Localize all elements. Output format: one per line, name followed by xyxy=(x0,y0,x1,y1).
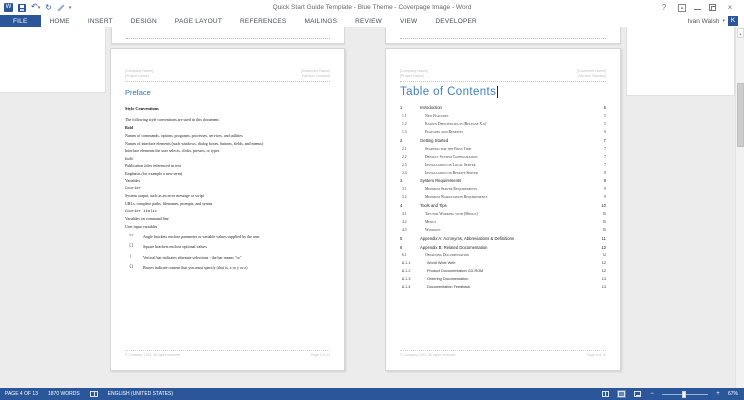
toc-entry-page: 13 xyxy=(601,285,606,289)
document-name-placeholder: [Document Name] xyxy=(301,69,330,73)
toc-entry[interactable] xyxy=(400,105,606,110)
bracket-convention-row xyxy=(125,255,330,260)
title-bar xyxy=(0,0,744,15)
bracket-symbol: [] xyxy=(129,244,134,249)
toc-entry-page: 5 xyxy=(604,122,606,127)
toc-entry-page: 12 xyxy=(601,269,606,274)
toc-entry-label: Minimum Server Requirements xyxy=(425,187,478,192)
toc-entry-page: 10 xyxy=(602,211,606,216)
toc-entry[interactable] xyxy=(400,277,606,281)
toc-entry-page: 5 xyxy=(603,105,606,111)
company-name-placeholder: [Company Name] xyxy=(400,69,428,73)
preface-line: Variables xyxy=(125,178,140,184)
toc-entry-label: Appendix A: Acronyms, Abbreviations & Definitions xyxy=(420,235,515,241)
toc-entry-label: Tips for Working with [Menus] xyxy=(425,211,478,216)
toc-entry[interactable] xyxy=(400,178,606,183)
toc-entry[interactable] xyxy=(400,269,606,273)
footer-page-number: Page 3 of 13 xyxy=(310,353,330,357)
window-title: Quick Start Guide Template - Blue Theme - Coverpage Image - Word xyxy=(272,4,472,11)
toc-entry[interactable] xyxy=(400,245,606,250)
toc-entry-page: 9 xyxy=(603,178,606,184)
page-table-of-contents[interactable] xyxy=(385,48,621,371)
toc-entry-label: Documentation Feedback xyxy=(427,285,471,289)
toc-entry-page: 7 xyxy=(604,154,606,159)
footer-margin-dashes xyxy=(126,38,330,39)
user-name[interactable]: Ivan Walsh xyxy=(687,17,720,25)
preface-line: Emphasis (for example a new term) xyxy=(125,170,183,176)
scrollbar-thumb[interactable] xyxy=(737,83,744,147)
redo-icon[interactable]: ↻ xyxy=(45,2,52,12)
toc-entry-number: 3.1 xyxy=(402,187,407,192)
bracket-conventions-list xyxy=(125,234,330,270)
toc-entry-page: 7 xyxy=(603,137,606,143)
toc-entry-number: 2.1 xyxy=(402,146,407,151)
toc-entry-label: Known Deficiencies in [Release X.x] xyxy=(425,122,487,127)
toc-entry-label: New Features xyxy=(425,114,449,119)
toc-entry[interactable] xyxy=(400,122,606,126)
previous-page-bottom-left[interactable] xyxy=(111,27,345,44)
ribbon-tab[interactable]: DEVELOPER xyxy=(435,17,477,25)
undo-icon[interactable] xyxy=(31,2,40,13)
toc-entry-label: World Wide Web xyxy=(427,261,456,266)
toc-entry-page: 9 xyxy=(604,187,606,192)
bracket-symbol: {} xyxy=(129,265,134,270)
version-number-placeholder: [Version Number] xyxy=(578,74,606,79)
footer-copyright: © Company 2014. All rights reserved. xyxy=(400,353,457,357)
draw-icon[interactable] xyxy=(57,4,64,11)
page-footer xyxy=(125,350,330,357)
ribbon-tab[interactable]: PAGE LAYOUT xyxy=(174,17,223,25)
bracket-symbol: | xyxy=(129,254,132,259)
zoom-slider[interactable] xyxy=(662,390,708,398)
undo-glyph: ↶ xyxy=(31,2,38,11)
toc-entry[interactable] xyxy=(400,155,606,159)
toc-entry-label: Getting Started xyxy=(420,137,449,143)
toc-entry[interactable] xyxy=(400,236,606,241)
toc-entry[interactable] xyxy=(400,130,606,134)
preface-heading: Preface xyxy=(125,88,151,98)
page-indicator[interactable]: PAGE 4 OF 13 xyxy=(5,391,38,397)
toc-entry-label: Features and Benefits xyxy=(425,130,464,135)
toc-entry-label: Product Documentation CD-ROM xyxy=(427,269,484,274)
toc-entry-page: 7 xyxy=(604,146,606,151)
user-menu-chevron-icon[interactable]: ▾ xyxy=(722,18,725,24)
preface-line: Names of commands, options, programs, processes, services, and utilities xyxy=(125,132,243,138)
ribbon-tab[interactable]: FILE xyxy=(0,15,41,27)
toc-entry-page: 5 xyxy=(604,114,606,119)
toc-entry-number: 4.2 xyxy=(402,219,407,224)
bracket-symbol: <> xyxy=(129,234,134,239)
page-footer xyxy=(400,350,606,357)
toc-entry-page: 12 xyxy=(602,253,606,258)
save-icon[interactable] xyxy=(18,4,26,12)
toc-entry-number: 6.1 xyxy=(402,253,407,258)
toc-entry-label: Minimum Workstation Requirements xyxy=(425,195,488,200)
preface-line: Variables on command line xyxy=(125,215,169,221)
ribbon-tab[interactable]: DESIGN xyxy=(130,17,157,25)
ribbon-tab[interactable]: INSERT xyxy=(87,17,113,25)
preface-line: Courier xyxy=(125,187,141,192)
preface-intro-text: The following style conventions are used in this document: xyxy=(125,117,220,123)
preface-line: Interface elements the user selects, clicks, presses, or types xyxy=(125,148,220,154)
toc-entry[interactable] xyxy=(400,285,606,289)
toc-entry-number: 4.1 xyxy=(402,211,407,216)
preface-line: Bold xyxy=(125,125,134,131)
bracket-convention-row xyxy=(125,234,330,239)
preface-line: Publication titles referenced in text xyxy=(125,163,181,169)
toc-entry[interactable] xyxy=(400,261,606,265)
toc-entry[interactable] xyxy=(400,220,606,224)
zoom-in-button[interactable]: + xyxy=(716,391,720,397)
toc-entry-page: 7 xyxy=(604,162,606,167)
toc-entry-label: Installation on Local Server xyxy=(425,162,476,167)
word-app-icon[interactable]: W xyxy=(5,4,12,10)
toc-entry[interactable] xyxy=(400,228,606,232)
toc-entry-page: 6 xyxy=(604,130,606,135)
project-name-placeholder: [Project Name] xyxy=(125,74,149,79)
bracket-description: Square brackets enclose optional values xyxy=(143,244,207,250)
document-name-placeholder: [Document Name] xyxy=(577,69,606,73)
toc-entry[interactable] xyxy=(400,203,606,208)
toc-entry-label: Obtaining Documentation xyxy=(425,253,470,258)
toc-entry-label: Default System Configuration xyxy=(425,154,478,159)
toc-entry-label: Starting for the First Time xyxy=(425,146,472,151)
minimize-icon[interactable] xyxy=(694,4,701,11)
toc-entry-page: 9 xyxy=(604,195,606,200)
toc-entry-number: 3.2 xyxy=(402,195,407,200)
toc-entry-label: System Requirements xyxy=(420,178,462,184)
toc-entry-page: 12 xyxy=(601,261,606,266)
quick-access-toolbar xyxy=(0,2,71,13)
toc-entry-number: 1 xyxy=(400,105,403,111)
adjacent-page-fragment-right[interactable] xyxy=(626,27,735,96)
status-bar xyxy=(0,388,744,400)
document-canvas xyxy=(0,27,744,388)
toc-entry[interactable] xyxy=(400,163,606,167)
toc-entry-page: 10 xyxy=(602,219,606,224)
toc-entry[interactable] xyxy=(400,138,606,143)
toc-entry[interactable] xyxy=(400,187,606,191)
toc-entry-number: 1.3 xyxy=(402,130,407,135)
page-header xyxy=(125,69,330,82)
undo-dropdown-icon[interactable]: ▾ xyxy=(37,5,41,11)
preface-line: Italic xyxy=(125,155,134,161)
zoom-slider-thumb[interactable] xyxy=(682,391,686,398)
toc-entry-number: 6 xyxy=(400,244,403,250)
preface-line: URLs, complete paths, filenames, prompts, and syntax xyxy=(125,200,213,206)
company-name-placeholder: [Company Name] xyxy=(125,69,153,73)
footer-copyright: © Company 2014. All rights reserved. xyxy=(125,353,182,357)
toc-entry-label: Windows xyxy=(425,227,441,232)
toc-entry-page: 12 xyxy=(601,244,606,250)
read-mode-glyph xyxy=(602,391,609,397)
bracket-description: Angle brackets enclose parameter or variable values supplied by the user xyxy=(143,234,260,240)
text-cursor xyxy=(497,86,498,98)
version-number-placeholder: [Version Number] xyxy=(302,74,330,79)
language-indicator[interactable]: ENGLISH (UNITED STATES) xyxy=(107,391,174,397)
print-layout-icon[interactable] xyxy=(617,390,626,398)
bracket-convention-row xyxy=(125,265,330,270)
style-conventions-heading: Style Conventions xyxy=(125,106,159,112)
preface-line: Names of interface elements (such windows, dialog boxes, buttons, fields, and menus) xyxy=(125,140,264,146)
toc-entry-number: 3 xyxy=(400,178,403,184)
vertical-scrollbar[interactable] xyxy=(735,27,744,388)
toc-entry-page: 10 xyxy=(601,203,606,209)
toc-entry-label: Ordering Documentation xyxy=(427,277,469,282)
ribbon-tab[interactable]: MAILINGS xyxy=(304,17,338,25)
restore-icon[interactable] xyxy=(709,4,716,11)
toc-entry-page: 8 xyxy=(604,170,606,175)
zoom-out-button[interactable]: − xyxy=(650,391,654,397)
zoom-level[interactable]: 67% xyxy=(727,391,738,397)
toc-entry-number: 2.3 xyxy=(402,162,407,167)
toc-entry-number: 4.3 xyxy=(402,227,407,232)
toc-heading: Table of Contents xyxy=(400,86,497,99)
page-preface[interactable] xyxy=(110,48,345,371)
preface-line: Courier italic xyxy=(125,209,157,214)
customize-quick-access-toolbar-icon[interactable]: ▾ xyxy=(68,4,72,11)
bracket-description: Vertical bar indicates alternate selections - the bar means "or" xyxy=(143,254,242,260)
word-count[interactable]: 1870 WORDS xyxy=(47,391,80,397)
print-layout-glyph xyxy=(618,391,625,397)
ribbon-tab[interactable]: HOME xyxy=(49,17,70,25)
web-layout-glyph xyxy=(634,391,641,397)
toc-entry[interactable] xyxy=(400,147,606,151)
ribbon-tab[interactable]: VIEW xyxy=(399,17,418,25)
toc-entry-label: Menus xyxy=(425,219,437,224)
style-conventions-list xyxy=(125,126,330,228)
toc-list xyxy=(400,105,606,289)
footer-page-number: Page 4 of 13 xyxy=(586,353,606,357)
toc-entry[interactable] xyxy=(400,114,606,118)
toc-entry[interactable] xyxy=(400,212,606,216)
help-icon[interactable]: ? xyxy=(661,3,667,12)
web-layout-icon[interactable] xyxy=(633,390,642,398)
previous-page-bottom-right[interactable] xyxy=(385,27,621,44)
toc-entry-number: 2.4 xyxy=(402,170,407,175)
toc-entry-label: Appendix B: Related Documentation xyxy=(420,244,488,250)
page-header xyxy=(400,69,606,82)
toc-entry-number: 4 xyxy=(400,203,403,209)
adjacent-page-fragment-left[interactable] xyxy=(0,27,106,93)
toc-entry-number: 6.1.1 xyxy=(402,261,411,266)
preface-line: User input variables xyxy=(125,223,158,229)
bracket-convention-row xyxy=(125,244,330,249)
toc-entry-label: Installation on Remote Server xyxy=(425,170,479,175)
toc-entry-number: 6.1.4 xyxy=(402,285,411,289)
toc-entry[interactable] xyxy=(400,195,606,199)
bracket-description: Braces indicate content that you must specify (that is, x or y or z) xyxy=(143,265,248,271)
toc-entry-page: 11 xyxy=(601,235,606,241)
toc-entry-number: 2 xyxy=(400,137,403,143)
toc-entry-page: 10 xyxy=(602,227,606,232)
preface-line: System output, such as an error message or script xyxy=(125,193,204,199)
toc-entry-number: 2.2 xyxy=(402,154,407,159)
ribbon-tab[interactable]: REVIEW xyxy=(355,17,382,25)
scroll-up-icon[interactable]: ▴ xyxy=(737,28,744,38)
account-area xyxy=(688,15,742,27)
read-mode-icon[interactable] xyxy=(601,390,610,398)
toc-entry-number: 1.1 xyxy=(402,114,407,119)
toc-entry-number: 5 xyxy=(400,235,403,241)
toc-entry[interactable] xyxy=(400,253,606,257)
toc-entry[interactable] xyxy=(400,171,606,175)
footer-margin-dashes xyxy=(400,38,606,39)
toc-entry-page: 13 xyxy=(601,277,606,282)
toc-entry-number: 6.1.3 xyxy=(402,277,411,282)
toc-entry-number: 1.2 xyxy=(402,122,407,127)
project-name-placeholder: [Project Name] xyxy=(400,74,424,79)
toc-entry-number: 6.1.2 xyxy=(402,269,411,274)
ribbon-display-options-icon[interactable]: ▴ xyxy=(678,4,686,12)
ribbon-tab-bar xyxy=(0,15,744,27)
proofing-status-icon[interactable] xyxy=(90,391,98,397)
user-avatar[interactable]: K xyxy=(728,16,738,26)
close-icon[interactable]: × xyxy=(727,3,733,12)
window-controls xyxy=(658,3,744,12)
toc-entry-label: Tools and Tips xyxy=(420,203,447,209)
ribbon-tab[interactable]: REFERENCES xyxy=(240,17,287,25)
toc-entry-label: Introduction xyxy=(420,105,442,111)
